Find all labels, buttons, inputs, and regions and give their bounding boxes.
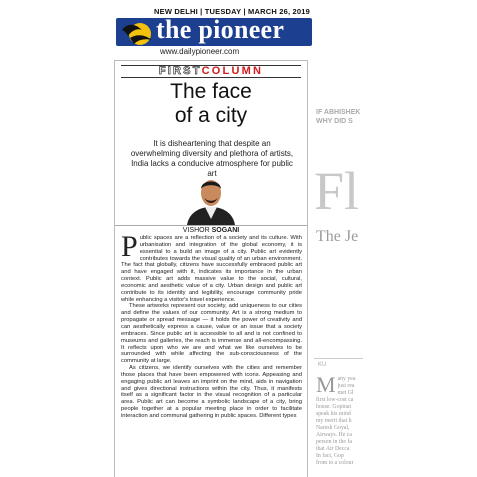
adjacent-line: any yea xyxy=(337,376,356,382)
adjacent-line: that Air Decca xyxy=(316,446,350,452)
pioneer-bird-logo-icon xyxy=(118,18,158,48)
dateline: NEW DELHI | TUESDAY | MARCH 26, 2019 xyxy=(154,7,311,16)
byline-last-name: SOGANI xyxy=(211,227,240,234)
byline-first-name: VISHOR xyxy=(182,227,210,234)
column-kicker xyxy=(121,65,301,78)
adjacent-line: Naresh Goyal, xyxy=(316,425,350,431)
adjacent-big-title: Fl xyxy=(314,161,360,221)
article-column xyxy=(114,60,308,477)
adjacent-line: Airways. He ca xyxy=(316,432,352,438)
kicker-column: COLUMN xyxy=(201,65,264,77)
byline xyxy=(115,225,307,234)
paragraph-1-text: ublic spaces are a reflection of a society and its culture. With urbanisation and integration of the global economy, it is essential to a build an image of a city. Public art evidently contributes towards the visual quality of an urban environment. The fact that globally, citizens have successfully embraced public art and have engaged with it, indicates its importance in the urban context. Public art adds massive value to the social, cultural, economic and aesthetic value of a city. Urban design and public art contribute to its identity and legibility, encourage community pride while enhancing a visitor's travel experience. xyxy=(121,235,302,303)
adjacent-line: from to a colour xyxy=(316,460,354,466)
headline xyxy=(115,80,307,128)
adjacent-line: In fact, Gop xyxy=(316,453,344,459)
adjacent-line: first low-cost ca xyxy=(316,397,354,403)
adjacent-line: met Gl xyxy=(337,390,354,396)
adjacent-headline-line-1: IF ABHISHEK xyxy=(316,109,361,116)
adjacent-body xyxy=(316,372,363,467)
adjacent-line: house. Gopinat xyxy=(316,404,352,410)
masthead xyxy=(116,4,312,62)
adjacent-headline xyxy=(316,108,360,126)
adjacent-line: just rea xyxy=(337,383,355,389)
newspaper-logo xyxy=(116,15,312,46)
logo-wordmark: the pioneer xyxy=(156,15,285,44)
headline-line-2: of a city xyxy=(174,104,248,127)
standfirst: It is disheartening that despite an overwhelming diversity and plethora of artists, India lacks a conducive atmosphere for public art xyxy=(130,139,294,178)
paragraph-2: These artworks represent our society, add uniqueness to our cities and define the values of our community. Art is a strong medium to propagate or spread message — it holds the power of creativity and can aesthetically express a cause, value or an issue that a society embraces. Since public art is accessible to all and is not confined to museums and galleries, the reach is immense and all-encompassing. It reflects upon who we are and what we like ourselves to be surrounded with while affecting the sub-consciousness of the community at large. xyxy=(121,303,302,365)
adjacent-drop-cap: M xyxy=(316,372,336,397)
adjacent-line: speak his mind xyxy=(316,411,351,417)
adjacent-divider xyxy=(314,358,363,359)
adjacent-subtitle: The Je xyxy=(316,228,359,245)
adjacent-column xyxy=(312,60,363,477)
drop-cap: P xyxy=(121,230,138,263)
headline-line-1: The face xyxy=(170,80,252,103)
adjacent-headline-line-2: WHY DID S xyxy=(316,118,353,125)
adjacent-line: my merit that h xyxy=(316,418,352,424)
adjacent-line: person in the fa xyxy=(316,439,352,445)
author-photo xyxy=(185,175,237,225)
site-url: www.dailypioneer.com xyxy=(160,47,240,56)
adjacent-label: KU xyxy=(318,362,327,368)
paragraph-3: As citizens, we identify ourselves with the cities and remember those places that have been empowered with icons. Appeasing and engaging public art leaves an imprint on the mind, aids in navigation and gives directional instructions within the city. Thus, it manifests itself as a significant factor in the visual recognition of a particular area. Public art can become a symbolic landscape of a city, bring people together at a popular meeting place in order to facilitate interaction and communal gathering in public spaces. Different types xyxy=(121,365,302,419)
kicker-first: FIRST xyxy=(158,65,202,77)
